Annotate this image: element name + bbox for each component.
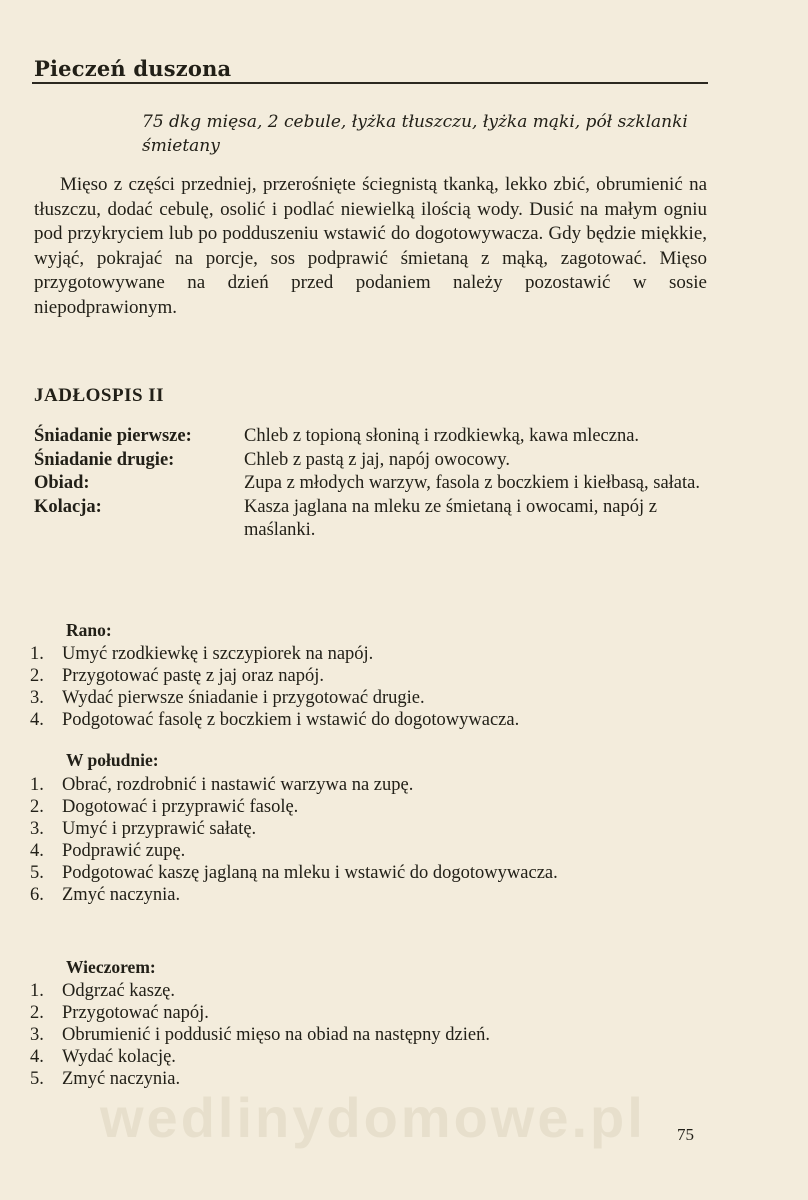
list-item: [30, 796, 710, 818]
list-item: [30, 709, 710, 731]
menu-row-breakfast-2: [34, 449, 710, 473]
step-number: 5.: [30, 863, 44, 883]
recipe-instructions: Mięso z części przedniej, przerośnięte ściegnistą tkanką, lekko zbić, obrumienić na tłuszczu, dodać cebulę, osolić i podlać niewielką ilością wody. Dusić na małym ogniu pod przykryciem lub po podduszeniu wstawić do dogotowywacza. Gdy będzie miękkie, wyjąć, pokrajać na porcje, sos podprawić śmietaną z mąką, zagotować. Mięso przygotowywane na dzień przed podaniem należy pozostawić w sosie niepodprawionym.: [34, 174, 707, 318]
title-rule: [32, 82, 708, 84]
step-text: Obrumienić i poddusić mięso na obiad na następny dzień.: [62, 1025, 490, 1045]
list-item: [30, 774, 710, 796]
evening-steps: [30, 980, 710, 1090]
step-number: 2.: [30, 797, 44, 817]
step-text: Obrać, rozdrobnić i nastawić warzywa na zupę.: [62, 775, 414, 795]
list-item: [30, 1046, 710, 1068]
step-number: 3.: [30, 1025, 44, 1045]
list-item: [30, 840, 710, 862]
list-item: [30, 665, 710, 687]
step-text: Podgotować kaszę jaglaną na mleku i wstawić do dogotowywacza.: [62, 863, 558, 883]
list-item: [30, 1002, 710, 1024]
step-number: 1.: [30, 981, 44, 1001]
step-text: Wydać kolację.: [62, 1047, 176, 1067]
step-number: 4.: [30, 1047, 44, 1067]
menu-row-breakfast-1: [34, 425, 710, 449]
recipe-title: Pieczeń duszona: [34, 56, 232, 81]
menu-label: Śniadanie drugie:: [34, 449, 175, 470]
morning-steps: [30, 643, 710, 731]
menu-row-dinner: [34, 472, 710, 496]
step-text: Przygotować napój.: [62, 1003, 209, 1023]
list-item: [30, 862, 710, 884]
step-text: Odgrzać kaszę.: [62, 981, 175, 1001]
menu-label: Kolacja:: [34, 496, 102, 517]
menu-text: Kasza jaglana na mleku ze śmietaną i owocami, napój z maślanki.: [244, 496, 657, 540]
step-number: 2.: [30, 1003, 44, 1023]
step-number: 1.: [30, 775, 44, 795]
recipe-ingredients: 75 dkg mięsa, 2 cebule, łyżka tłuszczu, łyżka mąki, pół szklanki śmietany: [142, 112, 688, 156]
list-item: [30, 818, 710, 840]
noon-title: W południe:: [66, 750, 159, 770]
noon-steps: [30, 774, 710, 906]
list-item: [30, 884, 710, 906]
step-text: Podgotować fasolę z boczkiem i wstawić do dogotowywacza.: [62, 710, 520, 730]
step-text: Wydać pierwsze śniadanie i przygotować drugie.: [62, 688, 425, 708]
list-item: [30, 687, 710, 709]
step-number: 1.: [30, 644, 44, 664]
list-item: [30, 643, 710, 665]
step-number: 6.: [30, 885, 44, 905]
menu-text: Chleb z topioną słoniną i rzodkiewką, kawa mleczna.: [244, 426, 640, 446]
watermark: wedlinydomowe.pl: [100, 1086, 646, 1149]
step-text: Przygotować pastę z jaj oraz napój.: [62, 666, 324, 686]
step-number: 4.: [30, 710, 44, 730]
step-text: Umyć i przyprawić sałatę.: [62, 819, 257, 839]
menu-heading: JADŁOSPIS II: [34, 385, 165, 406]
menu-text: Zupa z młodych warzyw, fasola z boczkiem i kiełbasą, sałata.: [244, 473, 700, 493]
menu-label: Obiad:: [34, 473, 90, 493]
list-item: [30, 1024, 710, 1046]
menu-row-supper: [34, 496, 710, 543]
menu-table: [34, 425, 710, 543]
step-number: 3.: [30, 819, 44, 839]
morning-title: Rano:: [66, 620, 112, 640]
step-text: Zmyć naczynia.: [62, 1069, 181, 1089]
step-text: Zmyć naczynia.: [62, 885, 181, 905]
menu-label: Śniadanie pierwsze:: [34, 426, 192, 446]
list-item: [30, 980, 710, 1002]
step-number: 4.: [30, 841, 44, 861]
step-text: Dogotować i przyprawić fasolę.: [62, 797, 299, 817]
step-number: 2.: [30, 666, 44, 686]
step-number: 3.: [30, 688, 44, 708]
step-text: Podprawić zupę.: [62, 841, 186, 861]
menu-text: Chleb z pastą z jaj, napój owocowy.: [244, 449, 510, 470]
step-text: Umyć rzodkiewkę i szczypiorek na napój.: [62, 644, 374, 664]
step-number: 5.: [30, 1069, 44, 1089]
page-number: 75: [677, 1125, 694, 1144]
evening-title: Wieczorem:: [66, 957, 156, 977]
